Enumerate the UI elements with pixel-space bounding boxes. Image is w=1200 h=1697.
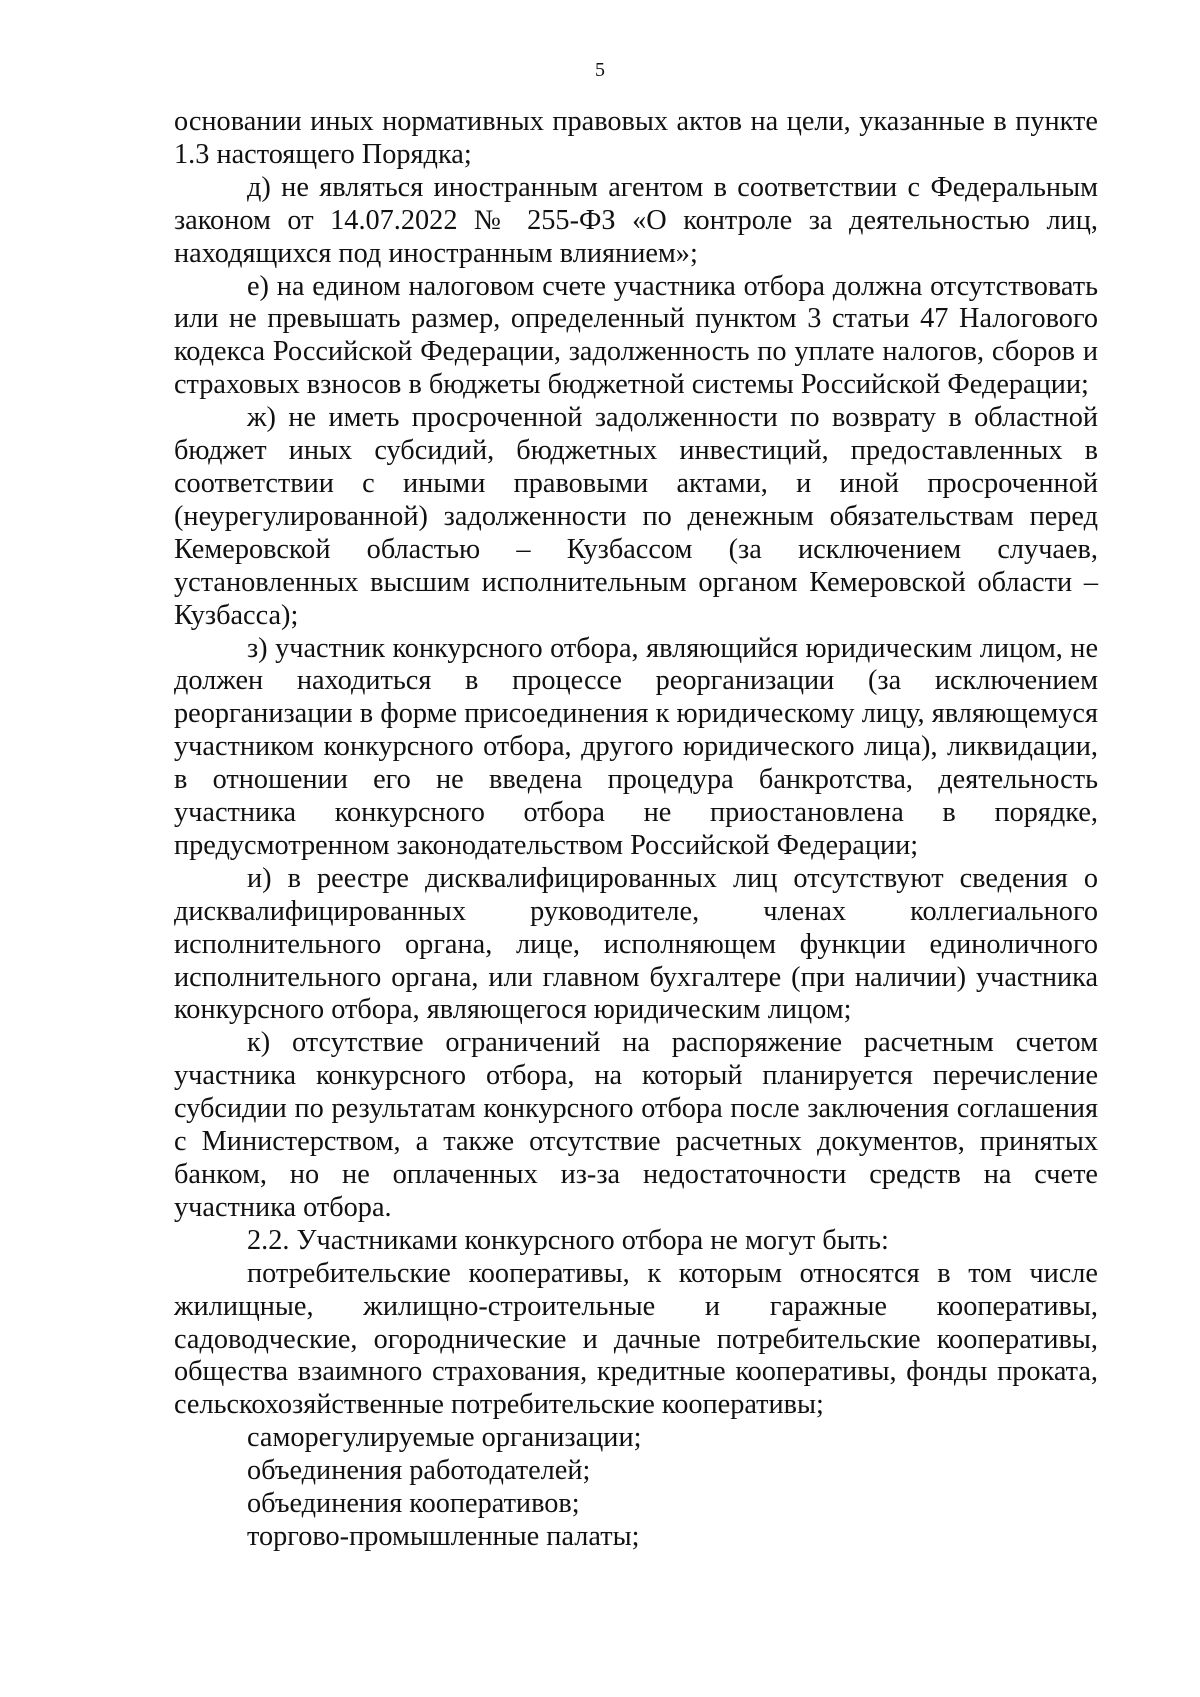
paragraph-item-i: и) в реестре дисквалифицированных лиц отсутствуют сведения о дисквалифицированных руководителе, членах коллегиального исполнительного органа, лице, исполняющем функции единоличного исполнительного органа, или главном бухгалтере (при наличии) участника конкурсного отбора, являющегося юридическим лицом; xyxy=(174,862,1098,1026)
paragraph-item-e: е) на едином налоговом счете участника отбора должна отсутствовать или не превышать размер, определенный пунктом 3 статьи 47 Налогового кодекса Российской Федерации, задолженность по уплате налогов, сборов и страховых взносов в бюджеты бюджетной системы Российской Федерации; xyxy=(174,270,1098,401)
paragraph-item-k: к) отсутствие ограничений на распоряжение расчетным счетом участника конкурсного отбора, на который планируется перечисление субсидии по результатам конкурсного отбора после заключения соглашения с Министерством, а также отсутствие расчетных документов, принятых банком, но не оплаченных из-за недостаточности средств на счете участника отбора. xyxy=(174,1027,1098,1223)
paragraph-item-zh: ж) не иметь просроченной задолженности по возврату в областной бюджет иных субсидий, бюджетных инвестиций, предоставленных в соответствии с иными правовыми актами, и иной просроченной (неурегулированной) задолженности по денежным обязательствам перед Кемеровской областью – Кузбассом (за исключением случаев, установленных высшим исполнительным органом Кемеровской области – Кузбасса); xyxy=(174,402,1098,631)
paragraph-item-z: з) участник конкурсного отбора, являющийся юридическим лицом, не должен находиться в процессе реорганизации (за исключением реорганизации в форме присоединения к юридическому лицу, являющемуся участником конкурсного отбора, другого юридического лица), ликвидации, в отношении его не введена процедура банкротства, деятельность участника конкурсного отбора не приостановлена в порядке, предусмотренном законодательством Российской Федерации; xyxy=(174,632,1098,861)
list-item-employer-associations: объединения работодателей; xyxy=(247,1455,591,1487)
page-number: 5 xyxy=(595,59,605,81)
paragraph-continuation: основании иных нормативных правовых актов на цели, указанные в пункте 1.3 настоящего Порядка; xyxy=(174,106,1098,170)
paragraph-item-d: д) не являться иностранным агентом в соответствии с Федеральным законом от 14.07.2022 № 255-ФЗ «О контроле за деятельностью лиц, находящихся под иностранным влиянием»; xyxy=(174,171,1098,269)
list-item-chambers-of-commerce: торгово-промышленные палаты; xyxy=(247,1520,640,1552)
document-body xyxy=(174,106,1098,1554)
paragraph-exclusion-cooperatives: потребительские кооперативы, к которым относятся в том числе жилищные, жилищно-строительные и гаражные кооперативы, садоводческие, огороднические и дачные потребительские кооперативы, общества взаимного страхования, кредитные кооперативы, фонды проката, сельскохозяйственные потребительские кооперативы; xyxy=(174,1257,1098,1421)
list-item-cooperative-associations: объединения кооперативов; xyxy=(247,1488,580,1520)
list-item-self-regulatory: саморегулируемые организации; xyxy=(247,1422,642,1454)
paragraph-section-2-2: 2.2. Участниками конкурсного отбора не могут быть: xyxy=(247,1224,889,1256)
